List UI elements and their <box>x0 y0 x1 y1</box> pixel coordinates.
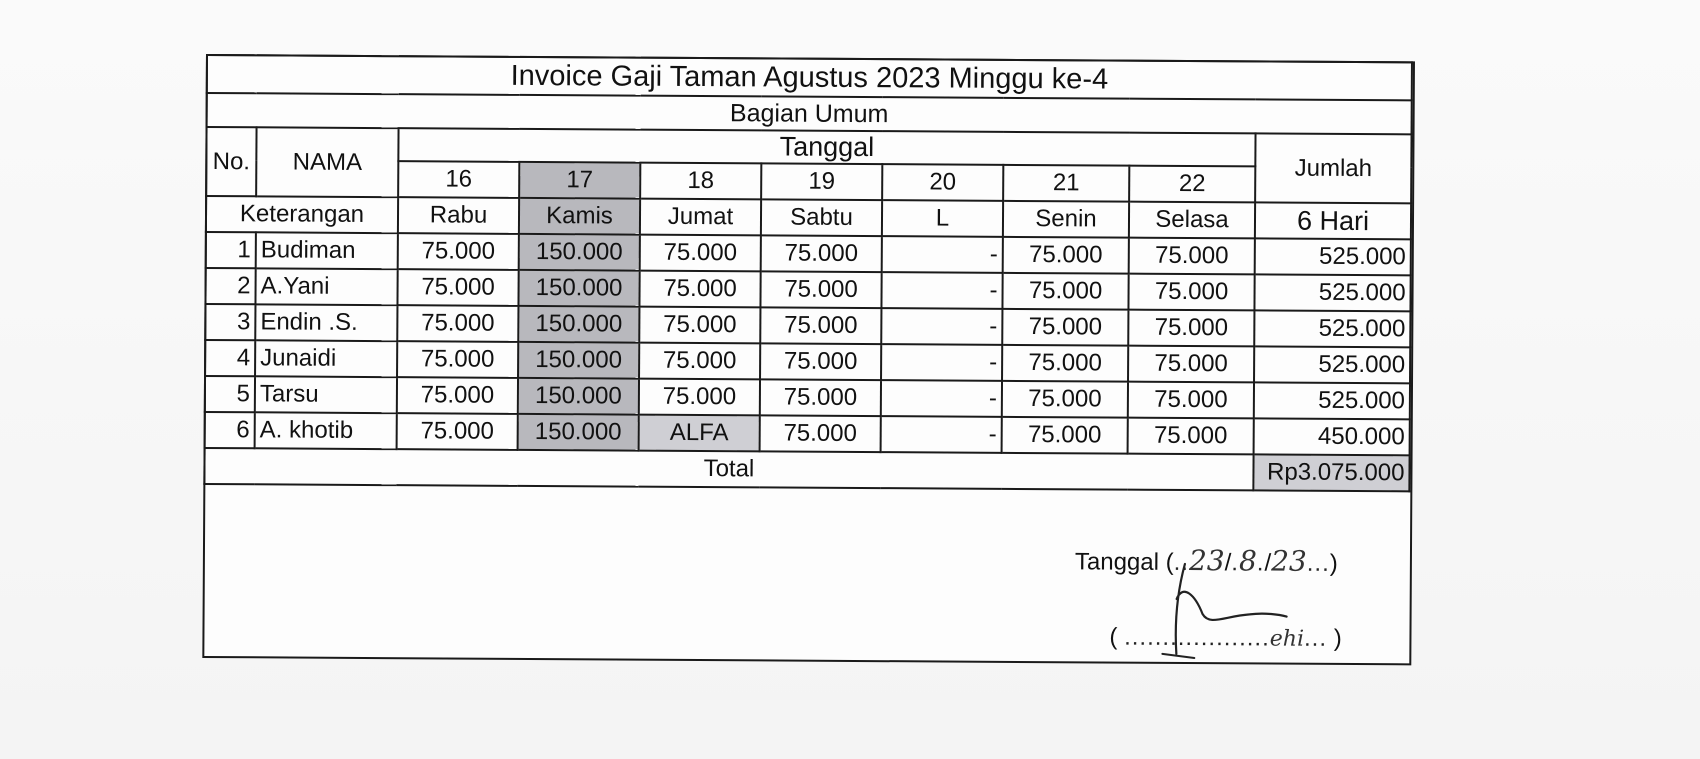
row-name: A. khotib <box>255 412 397 449</box>
header-no: No. <box>206 127 256 196</box>
cell-22: 75.000 <box>1128 274 1254 311</box>
day-selasa: Selasa <box>1129 202 1255 239</box>
cell-17: 150.000 <box>519 234 640 271</box>
name-handwritten: ehi <box>1269 626 1305 652</box>
total-label: Total <box>204 448 1253 490</box>
row-no: 2 <box>205 268 255 304</box>
day-kamis: Kamis <box>519 198 640 235</box>
row-name: Endin .S. <box>255 304 397 341</box>
header-tanggal: Tanggal <box>398 128 1255 166</box>
cell-18: 75.000 <box>639 343 760 380</box>
header-keterangan: Keterangan <box>206 196 398 233</box>
row-name: Budiman <box>256 232 398 269</box>
cell-19: 75.000 <box>760 271 881 308</box>
cell-21: 75.000 <box>1002 417 1128 454</box>
cell-16: 75.000 <box>397 341 518 378</box>
day-rabu: Rabu <box>398 197 519 234</box>
cell-16: 75.000 <box>398 233 519 270</box>
cell-20: - <box>881 344 1002 381</box>
invoice-document <box>202 54 1415 665</box>
row-name: Tarsu <box>255 376 397 413</box>
total-value: Rp3.075.000 <box>1253 454 1409 491</box>
cell-17: 150.000 <box>518 342 639 379</box>
cell-18: 75.000 <box>639 379 760 416</box>
cell-17: 150.000 <box>518 270 639 307</box>
cell-total: 525.000 <box>1255 238 1411 275</box>
date-sep-1: / <box>1224 549 1232 577</box>
cell-19: 75.000 <box>760 307 881 344</box>
cell-22: 75.000 <box>1128 310 1254 347</box>
cell-22: 75.000 <box>1128 418 1254 455</box>
cell-17: 150.000 <box>518 378 639 415</box>
cell-22: 75.000 <box>1128 382 1254 419</box>
cell-21: 75.000 <box>1002 273 1128 310</box>
date-17: 17 <box>519 162 640 199</box>
cell-18: 75.000 <box>639 307 760 344</box>
signature-name: ( ...................ehi... ) <box>1109 623 1342 652</box>
cell-total: 525.000 <box>1254 274 1410 311</box>
cell-21: 75.000 <box>1003 237 1129 274</box>
day-libur: L <box>882 200 1003 237</box>
cell-19: 75.000 <box>761 235 882 272</box>
date-18: 18 <box>640 163 761 200</box>
signature-date: Tanggal (..23/.8./23...) <box>1074 544 1338 578</box>
date-month: 8 <box>1238 544 1257 578</box>
cell-20: - <box>881 272 1002 309</box>
cell-16: 75.000 <box>397 269 518 306</box>
cell-21: 75.000 <box>1002 309 1128 346</box>
row-no: 3 <box>205 304 255 340</box>
date-open-paren: ( <box>1165 548 1174 576</box>
date-label: Tanggal <box>1074 548 1160 576</box>
cell-total: 525.000 <box>1254 310 1410 347</box>
row-no: 1 <box>206 232 256 268</box>
cell-total: 450.000 <box>1254 418 1410 455</box>
date-19: 19 <box>761 163 882 200</box>
row-name: A.Yani <box>255 268 397 305</box>
date-day: 23 <box>1188 544 1225 578</box>
invoice-table <box>203 54 1413 492</box>
day-jumat: Jumat <box>640 199 761 236</box>
day-senin: Senin <box>1003 201 1129 238</box>
cell-19: 75.000 <box>760 415 881 452</box>
cell-total: 525.000 <box>1254 382 1410 419</box>
cell-16: 75.000 <box>397 377 518 414</box>
cell-22: 75.000 <box>1128 346 1254 383</box>
date-20: 20 <box>882 164 1003 201</box>
cell-20: - <box>881 380 1002 417</box>
header-nama: NAMA <box>256 127 398 197</box>
date-21: 21 <box>1003 165 1129 202</box>
date-sep-2: / <box>1264 549 1272 577</box>
cell-16: 75.000 <box>397 305 518 342</box>
cell-total: 525.000 <box>1254 346 1410 383</box>
cell-17: 150.000 <box>518 306 639 343</box>
cell-17: 150.000 <box>518 414 639 451</box>
cell-19: 75.000 <box>760 343 881 380</box>
day-sabtu: Sabtu <box>761 199 882 236</box>
header-6-hari: 6 Hari <box>1255 202 1411 239</box>
section-title: Bagian Umum <box>207 93 1412 134</box>
row-name: Junaidi <box>255 340 397 377</box>
cell-16: 75.000 <box>397 413 518 450</box>
row-no: 4 <box>205 340 255 376</box>
header-jumlah: Jumlah <box>1255 133 1411 203</box>
date-16: 16 <box>398 161 519 198</box>
name-open-paren: ( <box>1109 623 1118 651</box>
cell-18-alfa: ALFA <box>639 415 760 452</box>
employee-rows <box>205 232 1411 455</box>
cell-20: - <box>881 416 1002 453</box>
date-close-paren: ) <box>1329 549 1338 577</box>
date-year: 23 <box>1271 544 1307 578</box>
cell-19: 75.000 <box>760 379 881 416</box>
date-22: 22 <box>1129 166 1255 203</box>
name-close-paren: ) <box>1333 624 1342 652</box>
signature-area <box>204 492 1410 661</box>
invoice-title: Invoice Gaji Taman Agustus 2023 Minggu ke-4 <box>207 55 1412 100</box>
cell-21: 75.000 <box>1002 345 1128 382</box>
row-no: 5 <box>205 376 255 412</box>
cell-22: 75.000 <box>1129 238 1255 275</box>
cell-20: - <box>882 236 1003 273</box>
cell-18: 75.000 <box>640 235 761 272</box>
cell-18: 75.000 <box>639 271 760 308</box>
row-no: 6 <box>205 412 255 448</box>
cell-20: - <box>881 308 1002 345</box>
cell-21: 75.000 <box>1002 381 1128 418</box>
